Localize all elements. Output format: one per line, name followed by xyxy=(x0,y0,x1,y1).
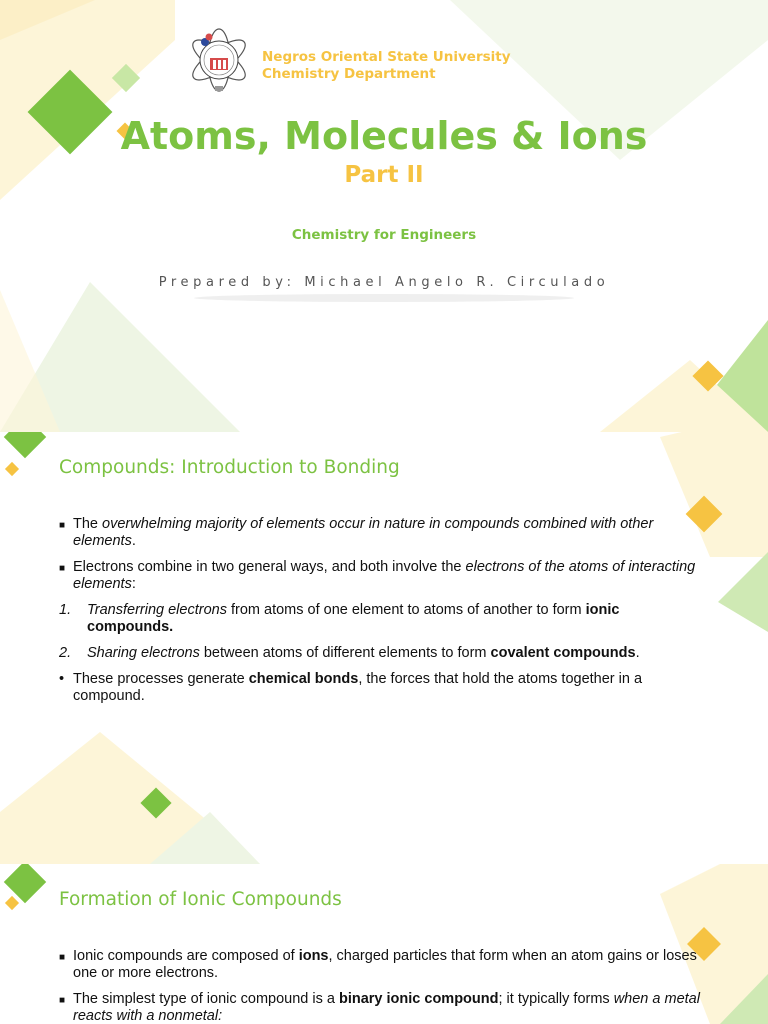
bullet-list xyxy=(59,516,709,705)
list-item: 1. Transferring electrons from atoms of one element to atoms of another to form ionic compounds. xyxy=(59,602,620,635)
title-slide xyxy=(0,0,768,432)
presentation-title: Atoms, Molecules & Ions xyxy=(120,114,648,158)
bullet-icon: ■ xyxy=(59,520,66,531)
university-name: Negros Oriental State University xyxy=(262,49,511,65)
university-seal-logo xyxy=(186,24,252,94)
list-item: ■ Electrons combine in two general ways, and both involve the electrons of the atoms of interacting elements: xyxy=(59,559,696,592)
list-item: ■ The simplest type of ionic compound is a binary ionic compound; it typically forms when a metal reacts with a nonmetal: xyxy=(59,991,700,1024)
list-item: ■ The overwhelming majority of elements occur in nature in compounds combined with other elements. xyxy=(59,516,654,549)
course-name: Chemistry for Engineers xyxy=(291,227,477,243)
university-name-block xyxy=(262,49,511,83)
bullet-icon: ■ xyxy=(59,563,66,574)
bullet-list xyxy=(59,948,709,1024)
department-name: Chemistry Department xyxy=(262,66,436,82)
list-item: • These processes generate chemical bonds, the forces that hold the atoms together in a compound. xyxy=(59,671,643,704)
ionic-compounds-slide xyxy=(0,864,768,1024)
list-item: ■ Ionic compounds are composed of ions, charged particles that form when an atom gains or loses one or more electrons. xyxy=(59,948,697,981)
bullet-icon: ■ xyxy=(59,952,66,963)
list-item: 2. Sharing electrons between atoms of different elements to form covalent compounds. xyxy=(59,645,640,661)
bonding-slide xyxy=(0,432,768,864)
bullet-icon: ■ xyxy=(59,995,66,1006)
slide-heading: Formation of Ionic Compounds xyxy=(59,889,342,910)
item-number: 1. xyxy=(59,602,72,618)
slide-heading: Compounds: Introduction to Bonding xyxy=(59,457,400,478)
presentation-subtitle: Part II xyxy=(344,162,424,188)
item-number: 2. xyxy=(59,645,72,661)
bullet-icon: • xyxy=(59,671,65,687)
prepared-by: Prepared by: Michael Angelo R. Circulado xyxy=(158,275,610,290)
